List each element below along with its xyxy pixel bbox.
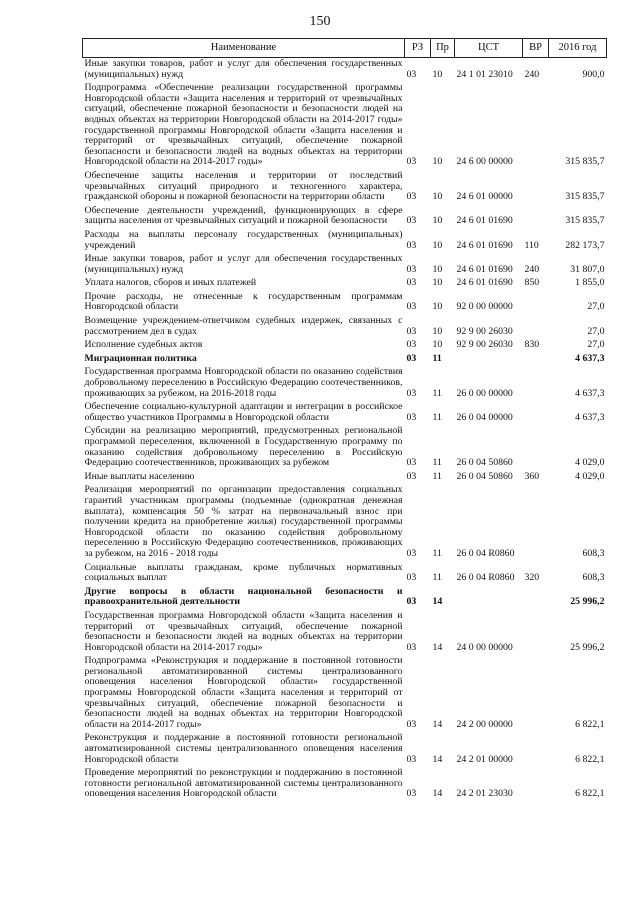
row-amount: 4 637,3 <box>575 411 605 423</box>
row-cst: 26 0 04 00000 <box>456 411 513 423</box>
table-row <box>83 291 607 315</box>
row-cst: 24 2 00 00000 <box>456 718 513 730</box>
row-cst: 26 0 04 R0860 <box>456 572 515 584</box>
row-pr: 10 <box>432 325 443 337</box>
table-row <box>83 471 607 485</box>
row-vr: 110 <box>524 239 539 251</box>
row-vr <box>523 586 549 610</box>
row-pr: 14 <box>432 788 443 800</box>
row-pr: 10 <box>432 191 443 203</box>
row-vr <box>523 82 549 170</box>
row-name: Прочие расходы, не отнесенные к государственным программам Новгородской области <box>84 290 403 313</box>
row-cst: 24 6 01 01690 <box>456 263 513 275</box>
header-pr: Пр <box>431 39 455 58</box>
row-amount: 27,0 <box>587 325 605 337</box>
row-amount: 315 835,7 <box>565 215 605 227</box>
row-amount: 4 637,3 <box>575 387 605 399</box>
row-name: Другие вопросы в области национальной безопасности и правоохранительной деятельности <box>84 585 403 608</box>
row-name: Иные закупки товаров, работ и услуг для обеспечения государственных (муниципальных) нужд <box>84 58 403 80</box>
row-name: Обеспечение защиты населения и территории от последствий чрезвычайных ситуаций природного и техногенного характера, гражданской обороны и пожарной безопасности на территории области <box>84 169 403 203</box>
row-vr <box>523 315 549 339</box>
row-rz: 03 <box>406 263 417 275</box>
header-vr: ВР <box>523 39 549 58</box>
table-row <box>83 253 607 277</box>
row-name: Реализация мероприятий по организации предоставления социальных гарантий участникам программы (подъемные (однократная денежная выплата), компенсация 50 % затрат на первоначальный взнос при получении кредита на приобретение жилья) государственной программы Новгородской области по оказанию содействия добровольному переселению в Российскую Федерацию соотечественников, проживающих за рубежом, на 2016 - 2018 годы <box>84 484 403 559</box>
row-cst: 24 6 00 00000 <box>456 156 513 168</box>
row-amount: 900,0 <box>582 68 605 80</box>
row-name: Обеспечение социально-культурной адаптации и интеграции в российское общество участников Программы в Новгородской области <box>84 401 403 423</box>
row-amount: 27,0 <box>587 339 605 351</box>
row-cst: 26 0 04 50860 <box>456 470 513 482</box>
row-pr: 10 <box>432 339 443 351</box>
row-amount: 6 822,1 <box>575 788 605 800</box>
row-amount: 1 855,0 <box>575 277 605 289</box>
row-pr: 14 <box>432 753 443 765</box>
row-rz: 03 <box>406 191 417 203</box>
row-name: Иные выплаты населению <box>84 470 195 482</box>
row-amount: 282 173,7 <box>565 239 605 251</box>
row-amount: 608,3 <box>582 572 605 584</box>
row-amount: 25 996,2 <box>570 641 605 653</box>
row-name: Подпрограмма «Реконструкция и поддержание в постоянной готовности региональной автоматизированной системы централизованного оповещения населения Новгородской области» государственной программы Новгородской области «Защита населения и территорий от чрезвычайных ситуаций, обеспечение пожарной безопасности и безопасности людей на водных объектах на территории Новгородской области на 2014-2017 годы» <box>84 655 403 730</box>
row-amount: 4 637,3 <box>575 352 605 364</box>
row-pr: 11 <box>432 411 442 423</box>
row-pr: 11 <box>432 387 442 399</box>
row-vr: 240 <box>524 263 540 275</box>
row-rz: 03 <box>406 325 417 337</box>
header-cst: ЦСТ <box>455 39 523 58</box>
table-row <box>83 655 607 732</box>
row-name: Субсидии на реализацию мероприятий, предусмотренных региональной программой переселения, включенной в Государственную программу по оказанию содействия добровольному переселению в Российскую Федерацию соотечественников, проживающих за рубежом <box>84 425 403 469</box>
row-rz: 03 <box>406 753 417 765</box>
row-name: Социальные выплаты гражданам, кроме публичных нормативных социальных выплат <box>84 561 403 584</box>
row-vr <box>523 425 549 470</box>
table-row <box>83 277 607 291</box>
row-rz: 03 <box>406 301 417 313</box>
header-name: Наименование <box>83 39 405 58</box>
table-row <box>83 586 607 610</box>
row-vr <box>523 170 549 205</box>
row-cst: 24 2 01 00000 <box>456 753 513 765</box>
row-pr: 10 <box>432 277 443 289</box>
row-amount: 4 029,0 <box>575 457 605 469</box>
row-rz: 03 <box>406 457 417 469</box>
row-cst: 24 6 01 00000 <box>456 191 513 203</box>
row-pr: 14 <box>432 641 443 653</box>
row-vr <box>523 291 549 315</box>
row-vr <box>523 655 549 732</box>
table-row <box>83 58 607 83</box>
table-row <box>83 170 607 205</box>
table-row <box>83 562 607 586</box>
row-amount: 6 822,1 <box>575 718 605 730</box>
row-name: Проведение мероприятий по реконструкции и поддержанию в постоянной готовности региональной автоматизированной системы централизованного оповещения населения Новгородской области <box>84 767 403 800</box>
row-name: Государственная программа Новгородской области «Защита населения и территорий от чрезвычайных ситуаций, обеспечение пожарной безопасности и безопасности людей на водных объектах на территории Новгородской области на 2014-2017 годы» <box>84 609 403 653</box>
table-row <box>83 205 607 229</box>
row-rz: 03 <box>406 788 417 800</box>
row-vr <box>523 767 549 802</box>
row-cst: 24 6 01 01690 <box>456 239 513 251</box>
table-row <box>83 366 607 401</box>
table-row <box>83 401 607 425</box>
row-vr <box>523 353 549 367</box>
row-cst: 24 6 01 01690 <box>456 215 513 227</box>
row-cst <box>455 586 523 610</box>
row-name: Расходы на выплаты персоналу государственных (муниципальных) учреждений <box>84 228 403 251</box>
table-row <box>83 767 607 802</box>
row-rz: 03 <box>406 156 417 168</box>
page-number: 150 <box>309 14 331 29</box>
table-row <box>83 353 607 367</box>
row-vr: 320 <box>524 572 540 584</box>
row-vr <box>523 484 549 561</box>
row-name: Миграционная политика <box>84 352 197 364</box>
row-amount: 608,3 <box>582 547 605 559</box>
row-rz: 03 <box>406 239 417 251</box>
row-vr <box>523 401 549 425</box>
table-header-row <box>83 39 607 58</box>
row-rz: 03 <box>406 547 417 559</box>
row-cst: 24 2 01 23030 <box>456 788 513 800</box>
row-amount: 31 807,0 <box>570 263 605 275</box>
row-name: Возмещение учреждением-ответчиком судебных издержек, связанных с рассмотрением дел в судах <box>84 315 403 337</box>
table-row <box>83 425 607 470</box>
row-pr: 10 <box>432 215 443 227</box>
row-vr <box>523 610 549 655</box>
table-row <box>83 339 607 353</box>
row-cst <box>455 353 523 367</box>
row-cst: 26 0 04 R0860 <box>456 547 515 559</box>
table-row <box>83 229 607 253</box>
table-body <box>83 58 607 803</box>
row-rz: 03 <box>406 387 417 399</box>
row-vr: 360 <box>524 470 540 482</box>
row-name: Исполнение судебных актов <box>84 339 203 351</box>
row-vr: 240 <box>524 68 540 80</box>
row-cst: 92 0 00 00000 <box>456 301 513 313</box>
row-amount: 315 835,7 <box>565 191 605 203</box>
row-amount: 6 822,1 <box>575 753 605 765</box>
row-pr: 10 <box>432 239 443 251</box>
row-name: Уплата налогов, сборов и иных платежей <box>84 277 257 289</box>
row-cst: 24 1 01 23010 <box>456 68 513 80</box>
row-rz: 03 <box>406 277 417 289</box>
row-cst: 92 9 00 26030 <box>456 339 513 351</box>
row-name: Обеспечение деятельности учреждений, функционирующих в сфере защиты населения от чрезвычайных ситуаций и пожарной безопасности <box>84 204 403 227</box>
row-pr: 10 <box>432 156 443 168</box>
table-row <box>83 315 607 339</box>
row-vr <box>523 366 549 401</box>
row-rz: 03 <box>406 718 417 730</box>
row-vr: 830 <box>524 339 540 351</box>
row-cst: 26 0 00 00000 <box>456 387 513 399</box>
row-pr: 10 <box>432 263 443 275</box>
row-rz: 03 <box>406 339 417 351</box>
row-amount: 4 029,0 <box>575 470 605 482</box>
row-amount: 25 996,2 <box>570 596 605 608</box>
table-row <box>83 484 607 561</box>
row-name: Реконструкция и поддержание в постоянной готовности региональной автоматизированной системы централизованного оповещения населения Новгородской области <box>84 732 403 765</box>
row-pr: 11 <box>432 457 442 469</box>
row-rz: 03 <box>406 470 417 482</box>
row-pr: 10 <box>432 68 443 80</box>
row-pr: 10 <box>432 301 443 313</box>
row-pr: 11 <box>432 572 442 584</box>
row-pr: 11 <box>432 547 442 559</box>
row-cst: 24 6 01 01690 <box>456 277 513 289</box>
row-cst: 24 0 00 00000 <box>456 641 513 653</box>
row-amount: 315 835,7 <box>565 156 605 168</box>
row-name: Иные закупки товаров, работ и услуг для обеспечения государственных (муниципальных) нужд <box>84 253 403 275</box>
row-rz: 03 <box>406 215 417 227</box>
row-amount: 27,0 <box>587 301 605 313</box>
table-row <box>83 610 607 655</box>
row-rz: 03 <box>406 68 417 80</box>
table-row <box>83 732 607 767</box>
row-rz: 03 <box>406 641 417 653</box>
budget-table <box>82 38 607 802</box>
row-pr: 14 <box>432 718 443 730</box>
row-cst: 92 9 00 26030 <box>456 325 513 337</box>
row-rz: 03 <box>406 572 417 584</box>
row-vr <box>523 732 549 767</box>
row-rz: 03 <box>406 596 417 608</box>
header-year: 2016 год <box>549 39 607 58</box>
row-rz: 03 <box>406 352 417 364</box>
row-vr: 850 <box>524 277 540 289</box>
row-pr: 14 <box>432 596 443 608</box>
row-name: Государственная программа Новгородской области по оказанию содействия добровольному переселению в Российскую Федерацию соотечественников, проживающих за рубежом, на 2016-2018 годы <box>84 366 403 399</box>
table-row <box>83 82 607 170</box>
header-rz: РЗ <box>405 39 431 58</box>
row-cst: 26 0 04 50860 <box>456 457 513 469</box>
row-vr <box>523 205 549 229</box>
row-name: Подпрограмма «Обеспечение реализации государственной программы Новгородской области «Защита населения и территорий от чрезвычайных ситуаций, обеспечение пожарной безопасности и безопасности людей на водных объектах на территории Новгородской области на 2014-2017 годы» государственной программы Новгородской области «Защита населения и территорий от чрезвычайных ситуаций, обеспечение пожарной безопасности и безопасности людей на водных объектах на территории Новгородской области на 2014-2017 годы» <box>84 82 403 168</box>
row-pr: 11 <box>432 352 442 364</box>
row-rz: 03 <box>406 411 417 423</box>
row-pr: 11 <box>432 470 442 482</box>
